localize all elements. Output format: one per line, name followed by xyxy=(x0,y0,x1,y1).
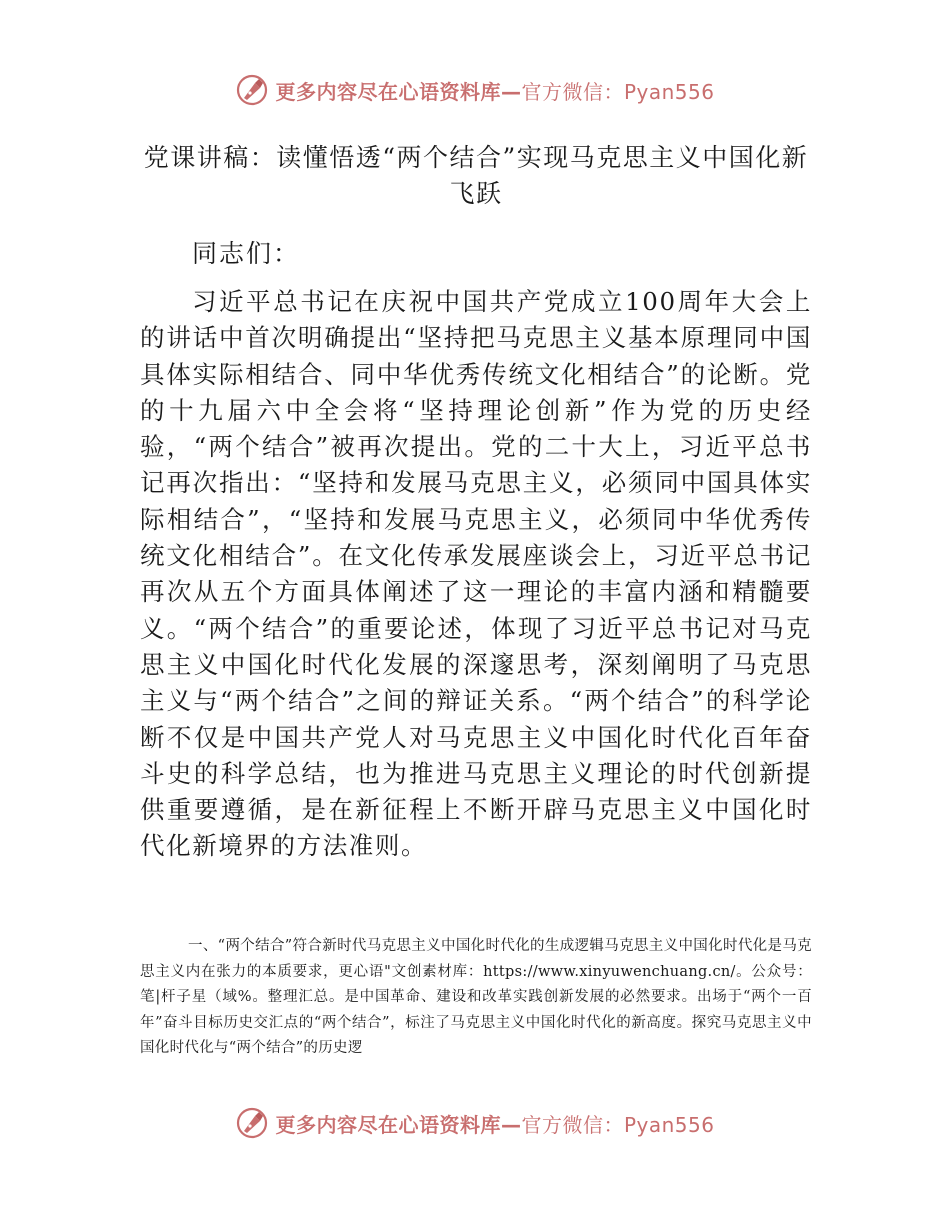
document-title: 党课讲稿：读懂悟透“两个结合”实现马克思主义中国化新飞跃 xyxy=(143,143,809,208)
banner-text: 更多内容尽在心语资料库— xyxy=(275,1112,522,1137)
pen-nib-logo-icon xyxy=(235,73,269,107)
salutation: 同志们： xyxy=(192,239,301,268)
body-paragraph-1: 习近平总书记在庆祝中国共产党成立100周年大会上的讲话中首次明确提出“坚持把马克思主义基本原理同中国具体实际相结合、同中华优秀传统文化相结合”的论断。党的十九届六中全会将“坚持理论创新”作为党的历史经验，“两个结合”被再次提出。党的二十大上，习近平总书记再次指出：“坚持和发展马克思主义，必须同中国具体实际相结合”，“坚持和发展马克思主义，必须同中华优秀传统文化相结合”。在文化传承发展座谈会上，习近平总书记再次从五个方面具体阐述了这一理论的丰富内涵和精髓要义。“两个结合”的重要论述，体现了习近平总书记对马克思主义中国化时代化发展的深邃思考，深刻阐明了马克思主义与“两个结合”之间的辩证关系。“两个结合”的科学论断不仅是中国共产党人对马克思主义中国化时代化百年奋斗史的科学总结，也为推进马克思主义理论的时代创新提供重要遵循，是在新征程上不断开辟马克思主义中国化时代化新境界的方法准则。 xyxy=(140,287,812,861)
banner-wechat: 官方微信：Pyan556 xyxy=(521,1112,715,1137)
banner-wechat: 官方微信：Pyan556 xyxy=(521,79,715,104)
footer-watermark-banner xyxy=(0,1103,950,1143)
banner-text: 更多内容尽在心语资料库— xyxy=(275,79,522,104)
header-watermark-banner xyxy=(0,70,950,110)
pen-nib-logo-icon xyxy=(235,1106,269,1140)
body-paragraph-2: 一、“两个结合”符合新时代马克思主义中国化时代化的生成逻辑马克思主义中国化时代化是马克思主义内在张力的本质要求，更心语"文创素材库：https://www.xinyuwenchuang.cn/。公众号：笔|杆子星（域%。整理汇总。是中国革命、建设和改革实践创新发展的必然要求。出场于“两个一百年”奋斗目标历史交汇点的“两个结合”，标注了马克思主义中国化时代化的新高度。探究马克思主义中国化时代化与“两个结合”的历史逻 xyxy=(140,938,812,1057)
